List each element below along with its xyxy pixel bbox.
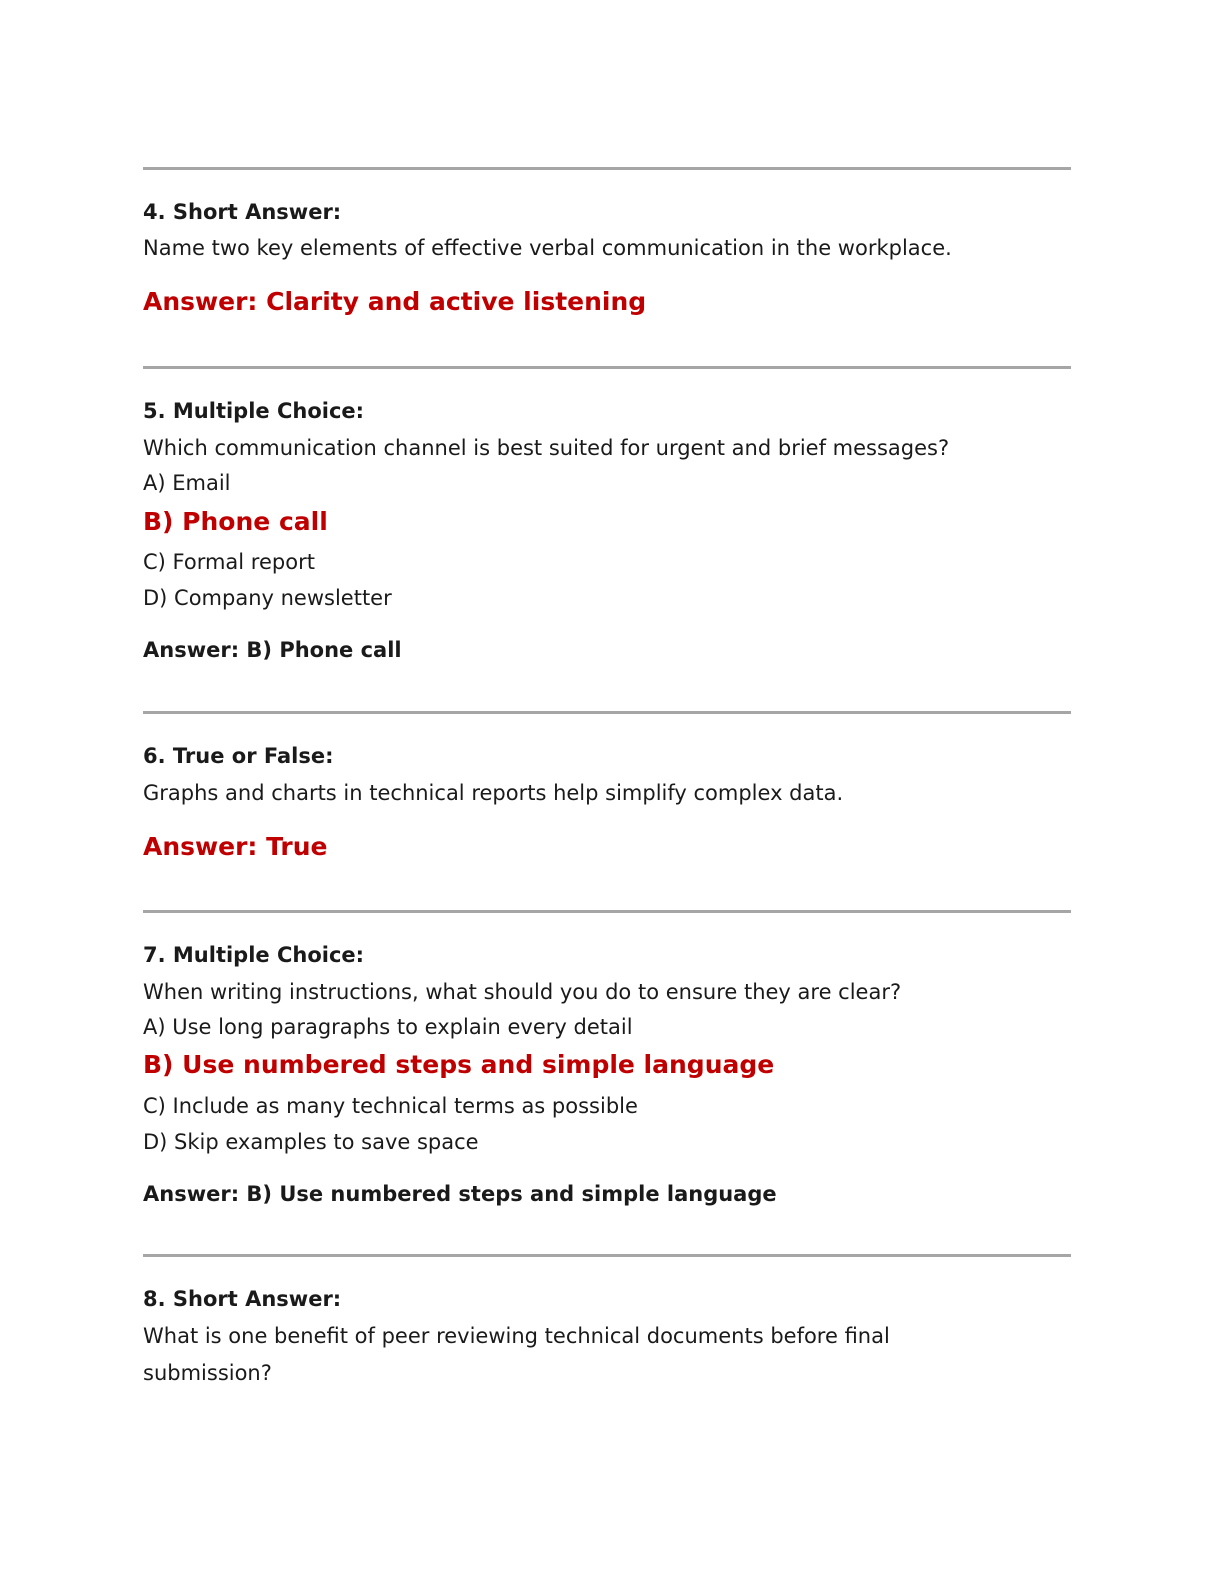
section-divider xyxy=(143,1254,1071,1257)
question-5-option-d: D) Company newsletter xyxy=(143,586,392,610)
question-4-heading: 4. Short Answer: xyxy=(143,200,342,224)
section-divider xyxy=(143,366,1071,369)
question-6-heading: 6. True or False: xyxy=(143,744,334,768)
question-5-answer: Answer: B) Phone call xyxy=(143,638,402,662)
question-8-heading: 8. Short Answer: xyxy=(143,1287,342,1311)
question-5-option-c: C) Formal report xyxy=(143,550,315,574)
question-5-option-b-correct: B) Phone call xyxy=(143,507,328,536)
section-divider xyxy=(143,910,1071,913)
question-7-heading: 7. Multiple Choice: xyxy=(143,943,365,967)
section-divider xyxy=(143,167,1071,170)
question-4-prompt: Name two key elements of effective verbal communication in the workplace. xyxy=(143,236,952,260)
question-7-answer: Answer: B) Use numbered steps and simple language xyxy=(143,1182,777,1206)
question-7-option-d: D) Skip examples to save space xyxy=(143,1130,479,1154)
question-5-prompt: Which communication channel is best suited for urgent and brief messages? xyxy=(143,436,950,460)
question-8-prompt-line-1: What is one benefit of peer reviewing technical documents before final xyxy=(143,1324,890,1348)
question-5-option-a: A) Email xyxy=(143,471,231,495)
question-7-option-a: A) Use long paragraphs to explain every detail xyxy=(143,1015,633,1039)
question-5-heading: 5. Multiple Choice: xyxy=(143,399,365,423)
question-6-answer: Answer: True xyxy=(143,832,328,861)
question-8-prompt-line-2: submission? xyxy=(143,1361,272,1385)
question-7-option-c: C) Include as many technical terms as possible xyxy=(143,1094,638,1118)
question-4-answer: Answer: Clarity and active listening xyxy=(143,287,647,316)
section-divider xyxy=(143,711,1071,714)
question-7-option-b-correct: B) Use numbered steps and simple language xyxy=(143,1050,775,1079)
question-7-prompt: When writing instructions, what should you do to ensure they are clear? xyxy=(143,980,902,1004)
question-6-prompt: Graphs and charts in technical reports help simplify complex data. xyxy=(143,781,844,805)
